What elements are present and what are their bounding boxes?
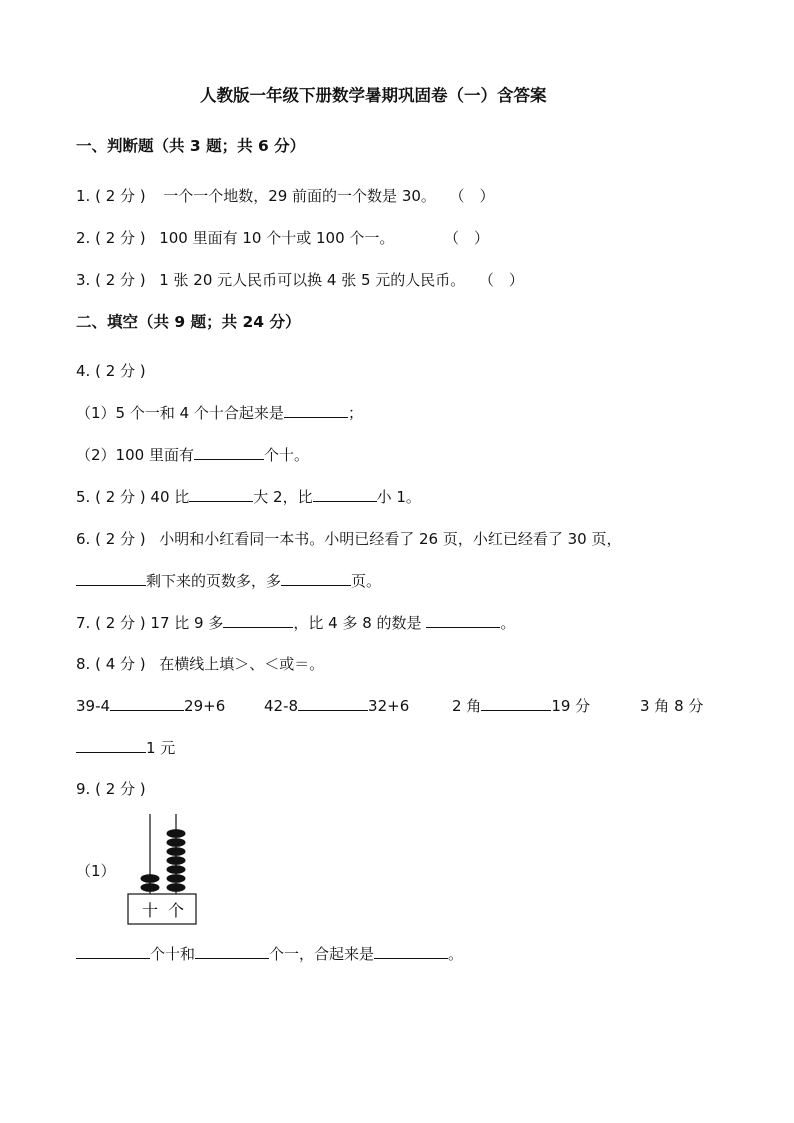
q8-item-4-blank[interactable] <box>76 738 146 753</box>
q1-number: 1. ( 2 分 ) <box>76 187 146 205</box>
q6-blank-1[interactable] <box>76 571 146 586</box>
q8-instruction: 在横线上填＞、＜或＝。 <box>159 655 325 673</box>
q9-answer-line <box>76 944 463 964</box>
abacus-ones-bead <box>167 847 186 856</box>
q8-item-2-right: 32+6 <box>368 697 410 715</box>
q8-compare-4-left: 3 角 8 分 <box>640 697 704 715</box>
q4-part-1-text: （1）5 个一和 4 个十合起来是 <box>76 404 284 422</box>
q5-blank-2[interactable] <box>313 487 377 502</box>
q8-number: 8. ( 4 分 ) <box>76 655 146 673</box>
abacus-ones-bead <box>167 874 186 883</box>
question-5 <box>76 487 421 507</box>
q5-text-c: 小 1。 <box>376 488 421 506</box>
q8-compare-4 <box>76 738 175 758</box>
q5-number: 5. ( 2 分 ) <box>76 488 146 506</box>
q3-text: 1 张 20 元人民币可以换 4 张 5 元的人民币。 <box>159 271 466 289</box>
abacus-tens-bead <box>141 874 160 883</box>
question-2 <box>76 228 489 248</box>
q7-text-a: 17 比 9 多 <box>150 614 224 632</box>
q6-text-line-1: 小明和小红看同一本书。小明已经看了 26 页，小红已经看了 30 页， <box>159 530 622 548</box>
q8-item-3-blank[interactable] <box>481 696 551 711</box>
q4-part-1 <box>76 403 363 423</box>
abacus-ones-bead <box>167 883 186 892</box>
question-7 <box>76 613 515 633</box>
q8-item-1-right: 29+6 <box>184 697 226 715</box>
q2-number: 2. ( 2 分 ) <box>76 229 146 247</box>
q1-text: 一个一个地数，29 前面的一个数是 30。 <box>163 187 436 205</box>
q9-part-1-label: （1） <box>76 862 116 880</box>
question-6-line-2 <box>76 571 381 591</box>
q6-text-line-2: 剩下来的页数多，多 <box>146 572 282 590</box>
q6-number: 6. ( 2 分 ) <box>76 530 146 548</box>
q4-part-2-blank[interactable] <box>194 445 264 460</box>
question-1 <box>76 186 495 206</box>
q7-number: 7. ( 2 分 ) <box>76 614 146 632</box>
abacus-ones-bead <box>167 829 186 838</box>
q9-text-a: 个十和 <box>150 945 196 963</box>
q9-blank-2[interactable] <box>195 944 269 959</box>
q7-blank-2[interactable] <box>426 613 500 628</box>
abacus-ones-bead <box>167 865 186 874</box>
abacus-ones-label: 个 <box>167 901 185 920</box>
q9-blank-3[interactable] <box>374 944 448 959</box>
q9-blank-1[interactable] <box>76 944 150 959</box>
q2-text: 100 里面有 10 个十或 100 个一。 <box>159 229 395 247</box>
q7-text-b: ，比 4 多 8 的数是 <box>293 614 422 632</box>
q8-compare-3 <box>452 696 590 716</box>
q8-item-2-left: 42-8 <box>264 697 299 715</box>
q9-text-c: 。 <box>448 945 464 963</box>
abacus-tens-label: 十 <box>141 901 159 920</box>
abacus-base <box>128 894 196 924</box>
question-8 <box>76 654 324 674</box>
q9-number: 9. ( 2 分 ) <box>76 780 146 798</box>
q9-text-b: 个一，合起来是 <box>269 945 375 963</box>
q6-blank-2[interactable] <box>281 571 351 586</box>
q8-item-2-blank[interactable] <box>298 696 368 711</box>
section-2-heading: 二、填空（共 9 题；共 24 分） <box>76 313 301 331</box>
q2-answer-paren[interactable]: （ ） <box>443 229 489 247</box>
q4-number: 4. ( 2 分 ) <box>76 362 146 380</box>
abacus-ones-beads <box>167 829 186 892</box>
question-6-line-1 <box>76 529 621 549</box>
abacus-figure <box>120 810 210 930</box>
q4-part-1-blank[interactable] <box>284 403 348 418</box>
q1-answer-paren[interactable]: （ ） <box>449 187 495 205</box>
abacus-ones-bead <box>167 856 186 865</box>
q8-item-3-left: 2 角 <box>452 697 482 715</box>
q5-text-b: 大 2，比 <box>253 488 313 506</box>
section-1-heading: 一、判断题（共 3 题；共 6 分） <box>76 137 306 155</box>
abacus-tens-bead <box>141 883 160 892</box>
q8-item-1-blank[interactable] <box>110 696 184 711</box>
q6-text-end: 页。 <box>351 572 382 590</box>
q4-part-1-end: ； <box>347 404 363 422</box>
q8-item-1-left: 39-4 <box>76 697 111 715</box>
q4-part-2 <box>76 445 309 465</box>
q7-blank-1[interactable] <box>223 613 293 628</box>
q8-compare-2 <box>264 696 409 716</box>
q5-text-a: 40 比 <box>150 488 190 506</box>
abacus-ones-bead <box>167 838 186 847</box>
q8-item-3-right: 19 分 <box>551 697 591 715</box>
q8-compare-1 <box>76 696 225 716</box>
page-title: 人教版一年级下册数学暑期巩固卷（一）含答案 <box>200 86 547 105</box>
q4-part-2-end: 个十。 <box>263 446 309 464</box>
question-3 <box>76 270 524 290</box>
q7-text-c: 。 <box>500 614 516 632</box>
q4-part-2-text: （2）100 里面有 <box>76 446 194 464</box>
q3-answer-paren[interactable]: （ ） <box>478 271 524 289</box>
q8-item-4-right: 1 元 <box>146 739 176 757</box>
q5-blank-1[interactable] <box>189 487 253 502</box>
q3-number: 3. ( 2 分 ) <box>76 271 146 289</box>
